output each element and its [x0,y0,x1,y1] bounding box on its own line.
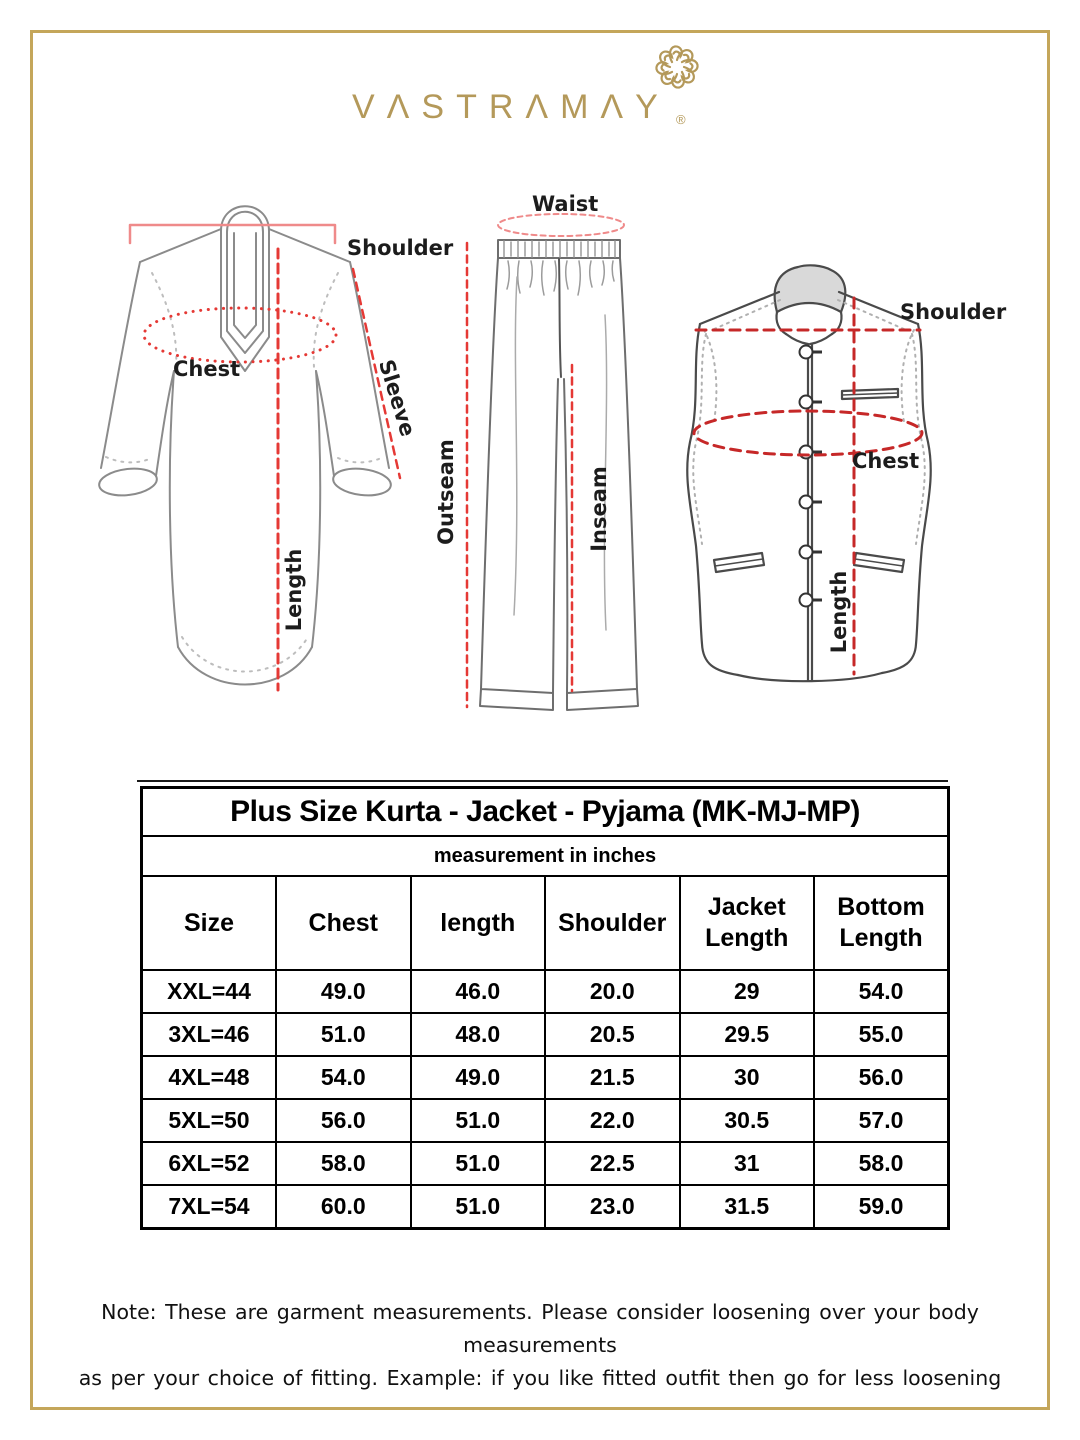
table-row [142,1099,949,1142]
table-cell: 31.5 [680,1185,815,1229]
note-line-1: Note: These are garment measurements. Please consider loosening over your body measurements [101,1300,979,1357]
table-row [142,1013,949,1056]
size-chart-table [140,786,950,1230]
table-row [142,1142,949,1185]
table-cell: 60.0 [276,1185,411,1229]
table-subtitle-row [142,836,949,876]
table-cell: 49.0 [411,1056,546,1099]
table-cell: 54.0 [276,1056,411,1099]
table-cell: 21.5 [545,1056,680,1099]
kurta-diagram [70,185,440,725]
table-subtitle: measurement in inches [142,836,949,876]
jacket-length-label: Length [827,570,851,654]
kurta-shoulder-label: Shoulder [347,236,454,260]
table-cell: 48.0 [411,1013,546,1056]
table-cell: 56.0 [814,1056,949,1099]
table-cell: XXL=44 [142,970,277,1013]
column-header-bottom-length: Bottom Length [814,876,949,970]
table-cell: 20.0 [545,970,680,1013]
table-cell: 22.0 [545,1099,680,1142]
kurta-shoulder-line [130,225,335,243]
table-row [142,1056,949,1099]
table-top-rule [137,780,948,782]
table-title-row [142,788,949,837]
kurta-chest-ellipse [144,308,336,362]
table-title: Plus Size Kurta - Jacket - Pyjama (MK-MJ-MP) [142,788,949,837]
jacket-shoulder-label: Shoulder [900,300,1007,324]
brand-logo: VΛSTRΛMΛY [352,88,670,126]
jacket-diagram [680,250,1010,770]
jacket-chest-label: Chest [852,449,920,473]
table-cell: 7XL=54 [142,1185,277,1229]
table-cell: 59.0 [814,1185,949,1229]
column-header-size: Size [142,876,277,970]
column-header-jacket-length: Jacket Length [680,876,815,970]
pyjama-outseam-label: Outseam [434,439,458,545]
column-header-shoulder: Shoulder [545,876,680,970]
column-header-length: length [411,876,546,970]
table-cell: 5XL=50 [142,1099,277,1142]
registered-trademark-symbol: ® [676,112,686,127]
kurta-chest-label: Chest [173,357,241,381]
table-cell: 57.0 [814,1099,949,1142]
kurta-length-label: Length [282,548,306,632]
table-cell: 51.0 [411,1142,546,1185]
table-cell: 3XL=46 [142,1013,277,1056]
table-cell: 30 [680,1056,815,1099]
table-cell: 20.5 [545,1013,680,1056]
table-header-row [142,876,949,970]
table-cell: 51.0 [411,1185,546,1229]
table-cell: 22.5 [545,1142,680,1185]
table-row [142,970,949,1013]
table-cell: 55.0 [814,1013,949,1056]
table-cell: 6XL=52 [142,1142,277,1185]
kurta-sleeve-label: Sleeve [374,356,420,440]
table-cell: 29 [680,970,815,1013]
measurement-note [40,1296,1040,1395]
table-cell: 30.5 [680,1099,815,1142]
table-cell: 56.0 [276,1099,411,1142]
pyjama-inseam-label: Inseam [587,466,611,552]
table-row [142,1185,949,1229]
mandala-ornament-icon [648,38,706,96]
column-header-chest: Chest [276,876,411,970]
table-cell: 51.0 [276,1013,411,1056]
pyjama-diagram [455,185,685,745]
table-cell: 58.0 [814,1142,949,1185]
table-cell: 31 [680,1142,815,1185]
table-cell: 58.0 [276,1142,411,1185]
table-cell: 29.5 [680,1013,815,1056]
table-cell: 23.0 [545,1185,680,1229]
pyjama-waist-label: Waist [532,192,599,216]
table-cell: 51.0 [411,1099,546,1142]
table-cell: 54.0 [814,970,949,1013]
table-cell: 49.0 [276,970,411,1013]
jacket-buttons [800,346,823,607]
table-cell: 4XL=48 [142,1056,277,1099]
table-cell: 46.0 [411,970,546,1013]
note-line-2: as per your choice of fitting. Example: if you like fitted outfit then go for less loosening [78,1366,1002,1390]
pyjama-waist-ellipse [498,214,624,236]
